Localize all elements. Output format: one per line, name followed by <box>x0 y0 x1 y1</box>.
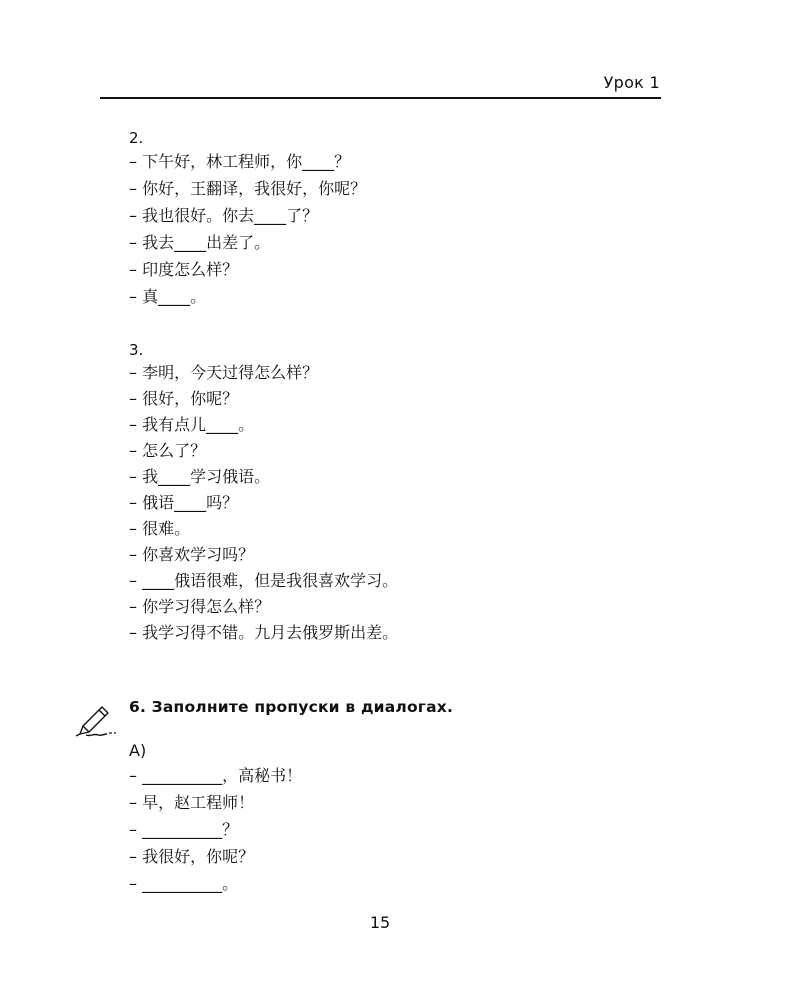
dialog-line: – 下午好，林工程师，你____？ <box>129 152 351 171</box>
dialog-line: – 我____学习俄语。 <box>129 467 271 486</box>
dialog-line: – 我很好，你呢？ <box>129 847 255 866</box>
dialog-line: – 我学习得不错。九月去俄罗斯出差。 <box>129 623 399 642</box>
dialog-2 <box>129 128 366 310</box>
dialog-line: – 你喜欢学习吗？ <box>129 545 255 564</box>
dialog-3 <box>129 340 398 646</box>
dialog-line: – __________？ <box>129 820 239 839</box>
dialog-line: – 李明，今天过得怎么样？ <box>129 363 319 382</box>
section-label: A) <box>129 741 147 760</box>
dialog-line: – __________，高秘书！ <box>129 766 303 785</box>
dialog-line: – ____俄语很难，但是我很喜欢学习。 <box>129 571 399 590</box>
dialog-line: – 很难。 <box>129 519 191 538</box>
dialog-line: – 真____。 <box>129 287 207 306</box>
dialog-line: – 怎么了？ <box>129 441 207 460</box>
task-6-title: 6. Заполните пропуски в диалогах. <box>129 698 454 716</box>
dialog-line: – 早，赵工程师！ <box>129 793 255 812</box>
lesson-header-label: Урок 1 <box>603 73 660 92</box>
dialog-line: – 我也很好。你去____了？ <box>129 206 319 225</box>
dialog-line: – 印度怎么样？ <box>129 260 239 279</box>
dialog-number: 2. <box>129 129 144 147</box>
task-6-dialog <box>129 740 302 897</box>
dialog-line: – __________。 <box>129 874 239 893</box>
dialog-line: – 我有点儿____。 <box>129 415 255 434</box>
dialog-line: – 俄语____吗？ <box>129 493 239 512</box>
header-rule <box>100 97 661 99</box>
pencil-icon <box>74 700 116 740</box>
dialog-line: – 你好，王翻译，我很好，你呢？ <box>129 179 367 198</box>
dialog-line: – 我去____出差了。 <box>129 233 271 252</box>
dialog-number: 3. <box>129 341 144 359</box>
dialog-line: – 你学习得怎么样？ <box>129 597 271 616</box>
page-number: 15 <box>369 913 391 932</box>
dialog-line: – 很好，你呢？ <box>129 389 239 408</box>
